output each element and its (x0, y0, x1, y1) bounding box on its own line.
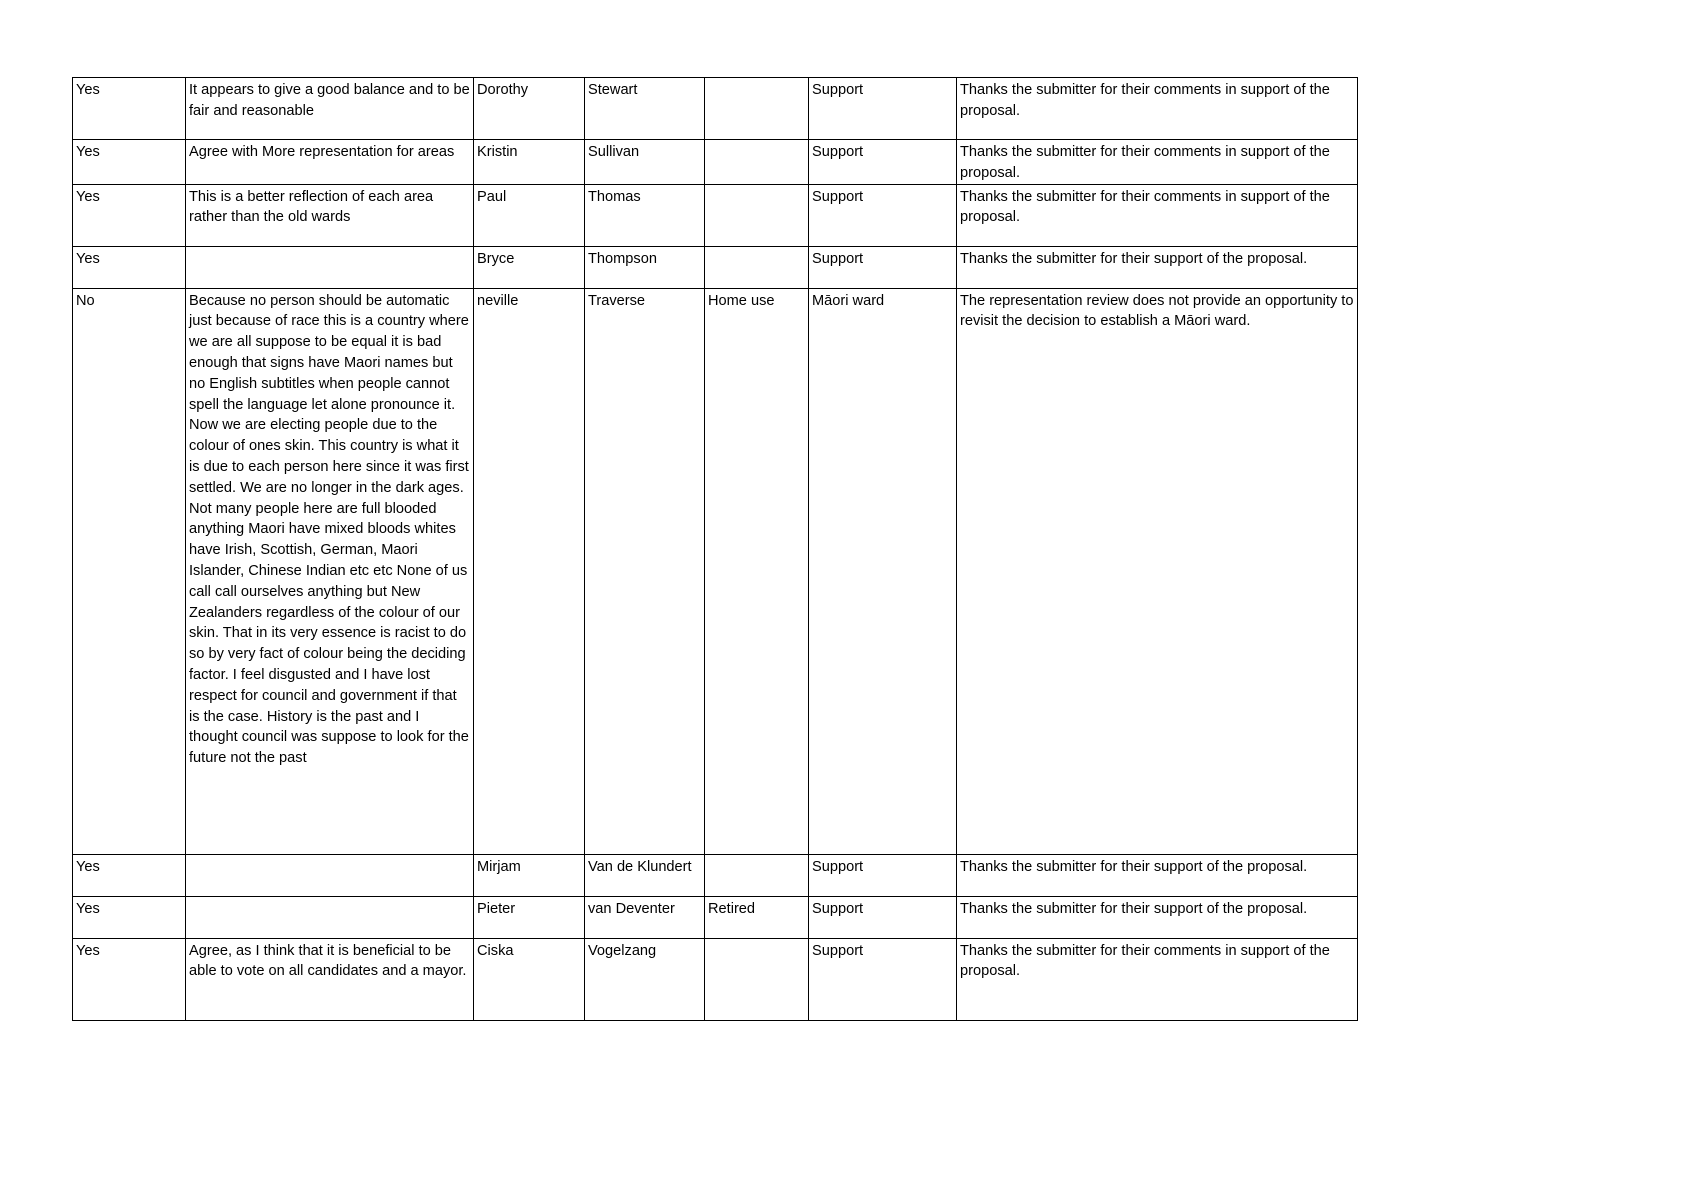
comment-cell: It appears to give a good balance and to be fair and reasonable (186, 78, 474, 140)
comment-cell (186, 246, 474, 288)
comment-cell: Because no person should be automatic just because of race this is a country where we are all suppose to be equal it is bad enough that signs have Maori names but no English subtitles when people cannot spell the language let alone pronounce it. Now we are electing people due to the colour of ones skin. This country is what it is due to each person here since it was first settled. We are no longer in the dark ages. Not many people here are full blooded anything Maori have mixed bloods whites have Irish, Scottish, German, Maori Islander, Chinese Indian etc etc None of us call call ourselves anything but New Zealanders regardless of the colour of our skin. That in its very essence is racist to do so by very fact of colour being the deciding factor. I feel disgusted and I have lost respect for council and government if that is the case. History is the past and I thought council was suppose to look for the future not the past (186, 288, 474, 854)
comment-cell (186, 896, 474, 938)
category-cell: Support (809, 140, 957, 185)
first-name-cell: Ciska (474, 938, 585, 1020)
table-row (73, 854, 1358, 896)
occupation-cell (705, 140, 809, 185)
support-cell: Yes (73, 246, 186, 288)
occupation-cell (705, 78, 809, 140)
occupation-cell (705, 938, 809, 1020)
last-name-cell: Thomas (585, 184, 705, 246)
category-cell: Support (809, 78, 957, 140)
table-row (73, 246, 1358, 288)
support-cell: Yes (73, 78, 186, 140)
last-name-cell: Vogelzang (585, 938, 705, 1020)
category-cell: Support (809, 184, 957, 246)
table-row (73, 140, 1358, 185)
support-cell: Yes (73, 184, 186, 246)
response-cell: Thanks the submitter for their comments in support of the proposal. (957, 184, 1358, 246)
occupation-cell (705, 246, 809, 288)
first-name-cell: Paul (474, 184, 585, 246)
response-cell: Thanks the submitter for their support of the proposal. (957, 246, 1358, 288)
category-cell: Support (809, 938, 957, 1020)
last-name-cell: Traverse (585, 288, 705, 854)
response-cell: Thanks the submitter for their comments in support of the proposal. (957, 938, 1358, 1020)
last-name-cell: Stewart (585, 78, 705, 140)
occupation-cell (705, 184, 809, 246)
response-cell: Thanks the submitter for their support of the proposal. (957, 854, 1358, 896)
response-cell: The representation review does not provide an opportunity to revisit the decision to establish a Māori ward. (957, 288, 1358, 854)
occupation-cell: Home use (705, 288, 809, 854)
first-name-cell: Bryce (474, 246, 585, 288)
category-cell: Support (809, 896, 957, 938)
comment-cell: This is a better reflection of each area rather than the old wards (186, 184, 474, 246)
table-row (73, 896, 1358, 938)
first-name-cell: Kristin (474, 140, 585, 185)
response-cell: Thanks the submitter for their comments in support of the proposal. (957, 78, 1358, 140)
submissions-table (72, 77, 1358, 1021)
comment-cell: Agree with More representation for areas (186, 140, 474, 185)
first-name-cell: neville (474, 288, 585, 854)
last-name-cell: Sullivan (585, 140, 705, 185)
first-name-cell: Mirjam (474, 854, 585, 896)
support-cell: Yes (73, 896, 186, 938)
first-name-cell: Pieter (474, 896, 585, 938)
support-cell: Yes (73, 140, 186, 185)
category-cell: Māori ward (809, 288, 957, 854)
category-cell: Support (809, 854, 957, 896)
support-cell: No (73, 288, 186, 854)
last-name-cell: Van de Klundert (585, 854, 705, 896)
table-row (73, 288, 1358, 854)
comment-cell: Agree, as I think that it is beneficial to be able to vote on all candidates and a mayor. (186, 938, 474, 1020)
table-row (73, 938, 1358, 1020)
table-row (73, 184, 1358, 246)
occupation-cell: Retired (705, 896, 809, 938)
occupation-cell (705, 854, 809, 896)
category-cell: Support (809, 246, 957, 288)
support-cell: Yes (73, 854, 186, 896)
comment-cell (186, 854, 474, 896)
first-name-cell: Dorothy (474, 78, 585, 140)
table-row (73, 78, 1358, 140)
last-name-cell: van Deventer (585, 896, 705, 938)
support-cell: Yes (73, 938, 186, 1020)
response-cell: Thanks the submitter for their support of the proposal. (957, 896, 1358, 938)
last-name-cell: Thompson (585, 246, 705, 288)
response-cell: Thanks the submitter for their comments in support of the proposal. (957, 140, 1358, 185)
